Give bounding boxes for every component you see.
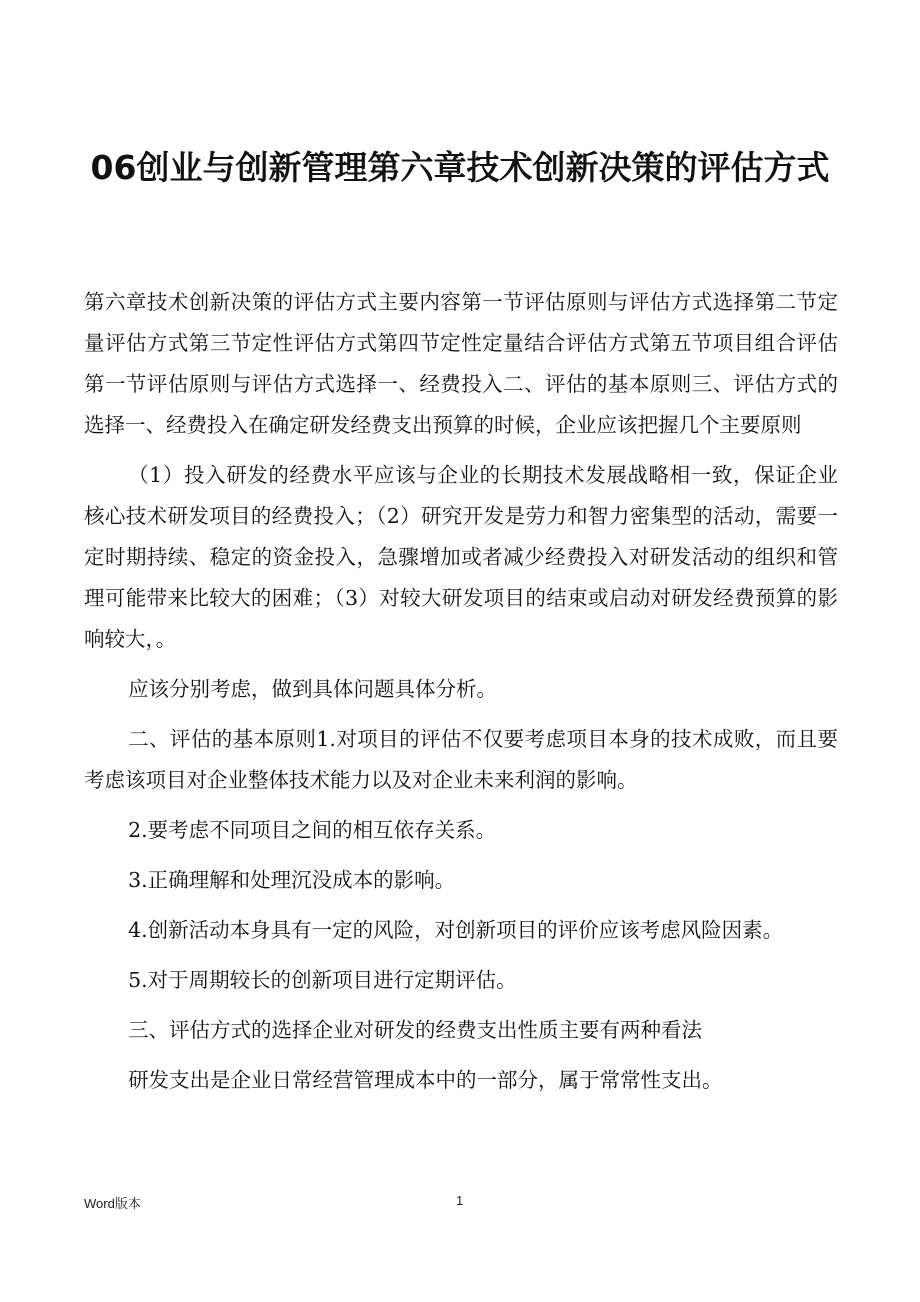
paragraph-consider: 应该分别考虑，做到具体问题具体分析。 — [128, 677, 498, 701]
page-footer — [84, 1193, 838, 1213]
paragraph-basic-principles: 二、评估的基本原则1.对项目的评估不仅要考虑项目本身的技术成败，而且要考虑该项目对企业整体技术能力以及对企业未来利润的影响。 — [84, 727, 838, 792]
footer-label: Word版本 — [84, 1196, 141, 1211]
document-title: 06创业与创新管理第六章技术创新决策的评估方式 — [90, 148, 830, 187]
paragraph-rd-expense: 研发支出是企业日常经营管理成本中的一部分，属于常常性支出。 — [128, 1068, 723, 1092]
page-number: 1 — [456, 1193, 464, 1208]
paragraph-intro: 第六章技术创新决策的评估方式主要内容第一节评估原则与评估方式选择第二节定量评估方式第三节定性评估方式第四节定性定量结合评估方式第五节项目组合评估第一节评估原则与评估方式选择一、经费投入二、评估的基本原则三、评估方式的选择一、经费投入在确定研发经费支出预算的时候，企业应该把握几个主要原则 — [84, 290, 838, 437]
paragraph-method-selection: 三、评估方式的选择企业对研发的经费支出性质主要有两种看法 — [128, 1018, 703, 1042]
paragraph-item-3: 3.正确理解和处理沉没成本的影响。 — [128, 868, 456, 892]
paragraph-item-2: 2.要考虑不同项目之间的相互依存关系。 — [128, 818, 497, 842]
document-body — [84, 282, 838, 1110]
paragraph-principles: （1）投入研发的经费水平应该与企业的长期技术发展战略相一致，保证企业核心技术研发项目的经费投入；（2）研究开发是劳力和智力密集型的活动，需要一定时期持续、稳定的资金投入，急骤增加或者减少经费投入对研发活动的组织和管理可能带来比较大的困难；（3）对较大研发项目的结束或启动对研发经费预算的影响较大，。 — [84, 463, 838, 651]
paragraph-item-4: 4.创新活动本身具有一定的风险，对创新项目的评价应该考虑风险因素。 — [128, 918, 784, 942]
paragraph-item-5: 5.对于周期较长的创新项目进行定期评估。 — [128, 968, 517, 992]
